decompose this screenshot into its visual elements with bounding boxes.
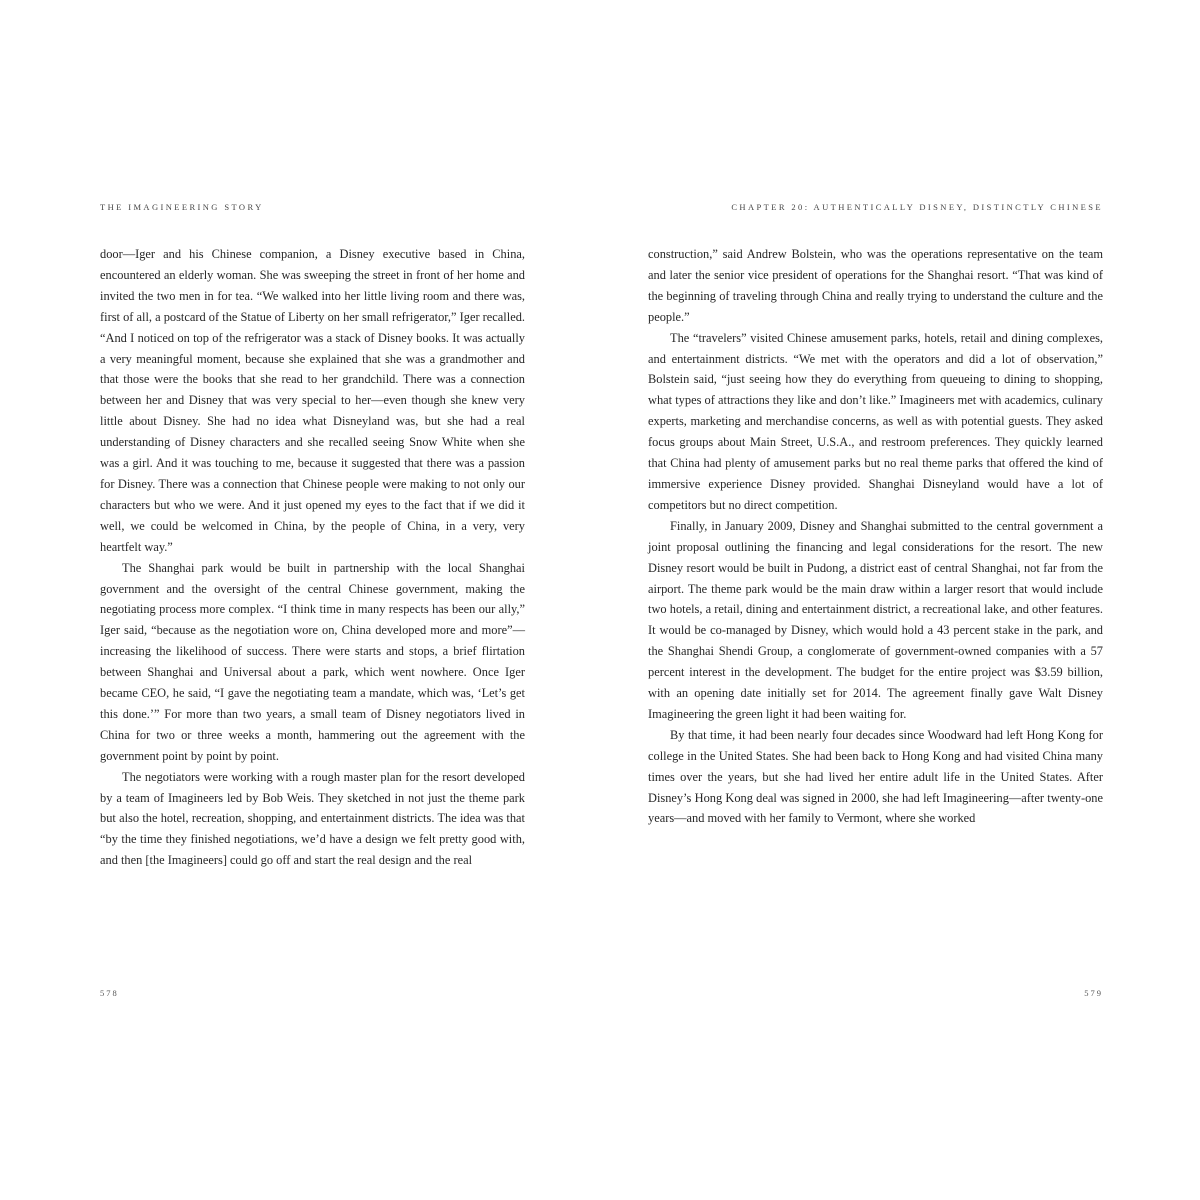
paragraph: door—Iger and his Chinese companion, a Disney executive based in China, encountered an elderly woman. She was sweeping the street in front of her home and invited the two men in for tea. “We walked into her little living room and there was, first of all, a postcard of the Statue of Liberty on her small refrigerator,” Iger recalled. “And I noticed on top of the refrigerator was a stack of Disney books. It was actually a very meaningful moment, because she explained that she was a grandmother and that those were the books that she read to her grandchild. There was a connection between her and Disney that was very special to her—even though she knew very little about Disney. She had no idea what Disneyland was, but she had a real understanding of Disney characters and she recalled seeing Snow White when she was a girl. And it was touching to me, because it suggested that there was a passion for Disney. There was a connection that Chinese people were making to not only our characters but who we were. And it just opened my eyes to the fact that if we did it well, we could be welcomed in China, by the people of China, in a very, very heartfelt way.”: [100, 247, 525, 554]
right-page: [648, 202, 1103, 998]
paragraph: The Shanghai park would be built in partnership with the local Shanghai government and the oversight of the central Chinese government, making the negotiating process more complex. “I think time in many respects has been our ally,” Iger said, “because as the negotiation wore on, China developed more and more”—increasing the likelihood of success. There were starts and stops, a brief flirtation between Shanghai and Universal about a park, which went nowhere. Once Iger became CEO, he said, “I gave the negotiating team a mandate, which was, ‘Let’s get this done.’” For more than two years, a small team of Disney negotiators lived in China for two or three weeks a month, hammering out the agreement with the government point by point by point.: [100, 560, 525, 763]
paragraph: Finally, in January 2009, Disney and Shanghai submitted to the central government a joint proposal outlining the financing and legal considerations for the resort. The new Disney resort would be built in Pudong, a district east of central Shanghai, not far from the airport. The theme park would be the main draw within a larger resort that would include two hotels, a retail, dining and entertainment district, a recreational lake, and other features. It would be co-managed by Disney, which would hold a 43 percent stake in the park, and the Shanghai Shendi Group, a conglomerate of government-owned companies with a 57 percent interest in the development. The budget for the entire project was $3.59 billion, with an opening date initially set for 2014. The agreement finally gave Walt Disney Imagineering the green light it had been waiting for.: [648, 518, 1103, 721]
left-running-head: THE IMAGINEERING STORY: [100, 202, 264, 212]
paragraph: By that time, it had been nearly four decades since Woodward had left Hong Kong for college in the United States. She had been back to Hong Kong and had visited China many times over the years, but she had lived her entire adult life in the United States. After Disney’s Hong Kong deal was signed in 2000, she had left Imagineering—after twenty-one years—and moved with her family to Vermont, where she worked: [648, 727, 1103, 826]
right-page-number: 579: [1084, 988, 1103, 998]
paragraph: The negotiators were working with a rough master plan for the resort developed by a team of Imagineers led by Bob Weis. They sketched in not just the theme park but also the hotel, recreation, shopping, and entertainment districts. The idea was that “by the time they finished negotiations, we’d have a design we felt pretty good with, and then [the Imagineers] could go off and start the real design and the real: [100, 769, 525, 868]
paragraph: The “travelers” visited Chinese amusement parks, hotels, retail and dining complexes, and entertainment districts. “We met with the operators and did a lot of observation,” Bolstein said, “just seeing how they do everything from queueing to dining to shopping, what types of attractions they like and don’t like.” Imagineers met with academics, culinary experts, marketing and merchandise concerns, as well as with potential guests. They asked focus groups about Main Street, U.S.A., and restroom preferences. They quickly learned that China had plenty of amusement parks but no real theme parks that offered the kind of immersive experience Disney provided. Shanghai Disneyland would have a lot of competitors but no direct competition.: [648, 330, 1103, 512]
left-page-number: 578: [100, 988, 119, 998]
left-body-text: [100, 244, 525, 871]
left-page: [100, 202, 525, 998]
right-body-text: [648, 244, 1103, 829]
paragraph: construction,” said Andrew Bolstein, who was the operations representative on the team and later the senior vice president of operations for the Shanghai resort. “That was kind of the beginning of traveling through China and really trying to understand the culture and the people.”: [648, 247, 1103, 324]
gutter: [600, 0, 601, 1200]
right-running-head: CHAPTER 20: AUTHENTICALLY DISNEY, DISTINCTLY CHINESE: [731, 202, 1103, 212]
